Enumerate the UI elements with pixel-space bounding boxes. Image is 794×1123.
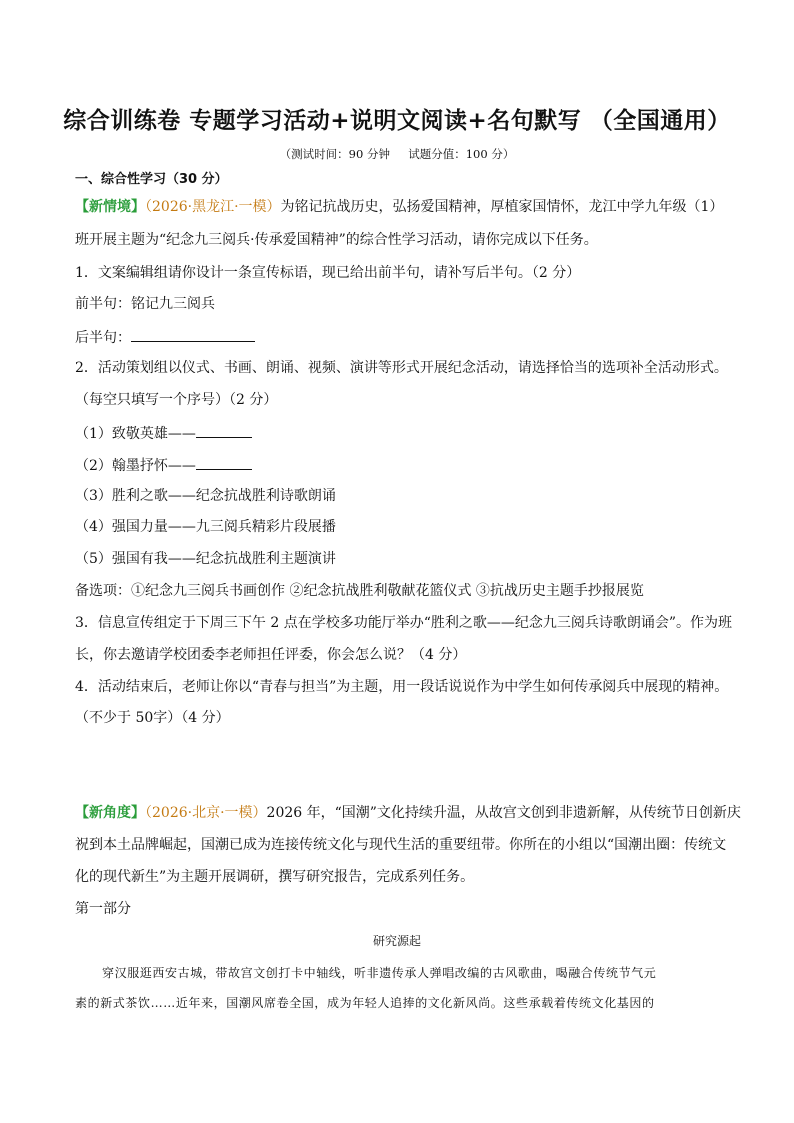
page-subtitle: （测试时间：90 分钟 试题分值：100 分） bbox=[279, 147, 515, 161]
question-1: 1．文案编辑组请你设计一条宣传标语，现已给出前半句，请补写后半句。（2 分） bbox=[75, 265, 581, 281]
question-2-item bbox=[75, 422, 252, 444]
question-2-item: （3）胜利之歌——纪念抗战胜利诗歌朗诵 bbox=[75, 488, 336, 504]
section2-intro-line2: 祝到本土品牌崛起，国潮已成为连接传统文化与现代生活的重要纽带。你所在的小组以“国潮出圈：传统文 bbox=[75, 837, 727, 853]
section2-intro-line3: 化的现代新生”为主题开展调研，撰写研究报告，完成系列任务。 bbox=[75, 869, 475, 885]
options-line: 备选项：①纪念九三阅兵书画创作 ②纪念抗战胜利敬献花篮仪式 ③抗战历史主题手抄报展览 bbox=[75, 583, 644, 599]
question-3: 3．信息宣传组定于下周三下午 2 点在学校多功能厅举办“胜利之歌——纪念九三阅兵诗歌朗诵会”。作为班 bbox=[75, 615, 733, 631]
question-4-line2: （不少于 50字）（4 分） bbox=[75, 710, 230, 726]
question-3-line2: 长，你去邀请学校团委李老师担任评委，你会怎么说？（4 分） bbox=[75, 647, 467, 663]
intro-text: 为铭记抗战历史，弘扬爱国精神，厚植家国情怀，龙江中学九年级（1） bbox=[280, 199, 724, 215]
item-text: （2）翰墨抒怀—— bbox=[75, 458, 196, 474]
question-2-item: （5）强国有我——纪念抗战胜利主题演讲 bbox=[75, 551, 336, 567]
new-angle-tag: 【新角度】 bbox=[75, 805, 145, 821]
answer-blank[interactable] bbox=[196, 454, 252, 470]
answer-blank[interactable] bbox=[196, 422, 252, 438]
report-paragraph-line2: 素的新式茶饮……近年来，国潮风席卷全国，成为年轻人追捧的文化新风尚。这些承载着传统文化基因的 bbox=[75, 996, 655, 1010]
report-title: 研究源起 bbox=[372, 934, 421, 948]
item-text: （1）致敬英雄—— bbox=[75, 426, 196, 442]
source-label: （2026·北京·一模） bbox=[145, 805, 267, 821]
section-heading: 一、综合性学习（30 分） bbox=[75, 172, 228, 187]
question-1-front: 前半句：铭记九三阅兵 bbox=[75, 296, 215, 312]
question-4: 4．活动结束后，老师让你以“青春与担当”为主题，用一段话说说作为中学生如何传承阅兵中展现的精神。 bbox=[75, 679, 729, 695]
new-context-tag: 【新情境】 bbox=[75, 199, 145, 215]
source-label: （2026·黑龙江·一模） bbox=[145, 199, 281, 215]
question-2-note: （每空只填写一个序号）（2 分） bbox=[75, 392, 278, 408]
question-1-back bbox=[75, 326, 255, 348]
question-2-item: （4）强国力量——九三阅兵精彩片段展播 bbox=[75, 519, 336, 535]
report-paragraph: 穿汉服逛西安古城，带故宫文创打卡中轴线，听非遗传承人弹唱改编的古风歌曲，喝融合传统节气元 bbox=[102, 966, 657, 980]
answer-blank[interactable] bbox=[131, 326, 255, 342]
question-2: 2．活动策划组以仪式、书画、朗诵、视频、演讲等形式开展纪念活动，请选择恰当的选项补全活动形式。 bbox=[75, 360, 728, 376]
intro-text: 2026 年，“国潮”文化持续升温，从故宫文创到非遗新解，从传统节日创新庆 bbox=[266, 805, 741, 821]
section2-intro bbox=[75, 803, 741, 823]
question-2-item bbox=[75, 454, 252, 476]
part-label: 第一部分 bbox=[75, 901, 131, 917]
intro-text-line2: 班开展主题为“纪念九三阅兵·传承爱国精神”的综合性学习活动，请你完成以下任务。 bbox=[75, 232, 598, 248]
question-1-back-label: 后半句： bbox=[75, 330, 131, 346]
intro-paragraph bbox=[75, 197, 723, 217]
page-title: 综合训练卷 专题学习活动+说明文阅读+名句默写 （全国通用） bbox=[63, 108, 731, 134]
